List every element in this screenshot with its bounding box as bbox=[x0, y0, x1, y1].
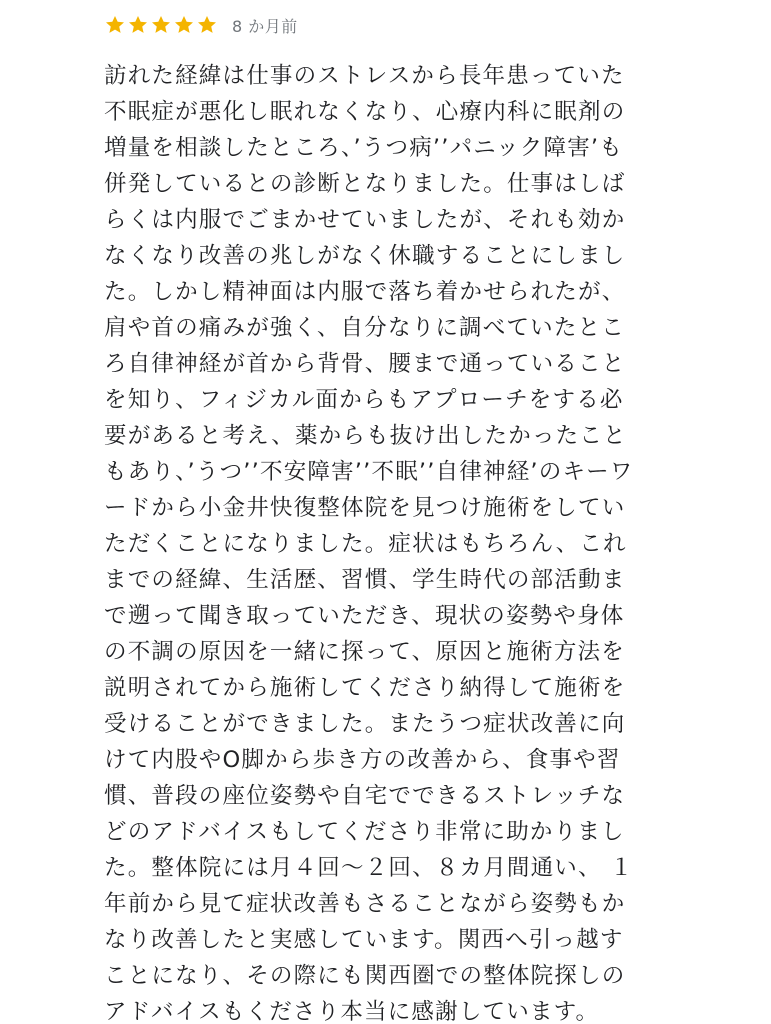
review-text-line: 受けることができました。またうつ症状改善に向 bbox=[104, 711, 626, 737]
review-text-line: 慣、普段の座位姿勢や自宅でできるストレッチな bbox=[104, 783, 626, 809]
review-text-line: を知り、フィジカル面からもアプローチをする必 bbox=[104, 387, 624, 413]
review-text-line: けて内股やO脚から歩き方の改善から、食事や習 bbox=[104, 747, 621, 773]
review-text bbox=[104, 58, 664, 1024]
review-text-line: 不眠症が悪化し眠れなくなり、心療内科に眠剤の bbox=[104, 99, 626, 125]
review-text-line: どのアドバイスもしてくださり非常に助かりまし bbox=[104, 819, 625, 845]
review-text-line: の不調の原因を一緒に探って、原因と施術方法を bbox=[104, 639, 625, 665]
review-text-line: 要があると考え、薬からも抜け出したかったこと bbox=[104, 423, 627, 449]
star-icon bbox=[127, 14, 149, 36]
review-text-line: 年前から見て症状改善もさることながら姿勢もか bbox=[104, 891, 626, 917]
star-rating bbox=[104, 14, 218, 36]
review-text-line: ードから小金井快復整体院を見つけ施術をしてい bbox=[104, 495, 626, 521]
star-icon bbox=[173, 14, 195, 36]
review-text-line: もあり、’うつ’’不安障害’’不眠’’自律神経’のキーワ bbox=[104, 459, 634, 485]
star-icon bbox=[104, 14, 126, 36]
review-text-line: なくなり改善の兆しがなく休職することにしまし bbox=[104, 243, 626, 269]
review-text-line: で遡って聞き取っていただき、現状の姿勢や身体 bbox=[104, 603, 625, 629]
review-text-line: 併発しているとの診断となりました。仕事はしば bbox=[104, 171, 626, 197]
review-text-line: アドバイスもくださり本当に感謝しています。 bbox=[104, 999, 600, 1024]
review-text-line: なり改善したと実感しています。関西へ引っ越す bbox=[104, 927, 624, 953]
review-text-line: らくは内服でごまかせていましたが、それも効か bbox=[104, 207, 626, 233]
review-card bbox=[104, 8, 664, 1024]
star-icon bbox=[150, 14, 172, 36]
review-text-line: 肩や首の痛みが強く、自分なりに調べていたとこ bbox=[104, 315, 625, 341]
review-text-line: た。しかし精神面は内服で落ち着かせられたが、 bbox=[104, 279, 626, 305]
review-text-line: ただくことになりました。症状はもちろん、これ bbox=[104, 531, 627, 557]
review-text-line: た。整体院には月４回〜２回、８カ月間通い、 １ bbox=[104, 855, 634, 881]
review-text-line: までの経緯、生活歴、習慣、学生時代の部活動ま bbox=[104, 567, 626, 593]
review-text-line: 説明されてから施術してくださり納得して施術を bbox=[104, 675, 626, 701]
review-time: 8 か月前 bbox=[232, 16, 298, 36]
review-meta bbox=[104, 8, 664, 42]
review-text-line: ろ自律神経が首から背骨、腰まで通っていること bbox=[104, 351, 626, 377]
review-text-line: 訪れた経緯は仕事のストレスから長年患っていた bbox=[104, 63, 625, 89]
star-icon bbox=[196, 14, 218, 36]
review-text-line: ことになり、その際にも関西圏での整体院探しの bbox=[104, 963, 626, 989]
review-text-line: 増量を相談したところ、’うつ病’’パニック障害’も bbox=[104, 135, 623, 161]
